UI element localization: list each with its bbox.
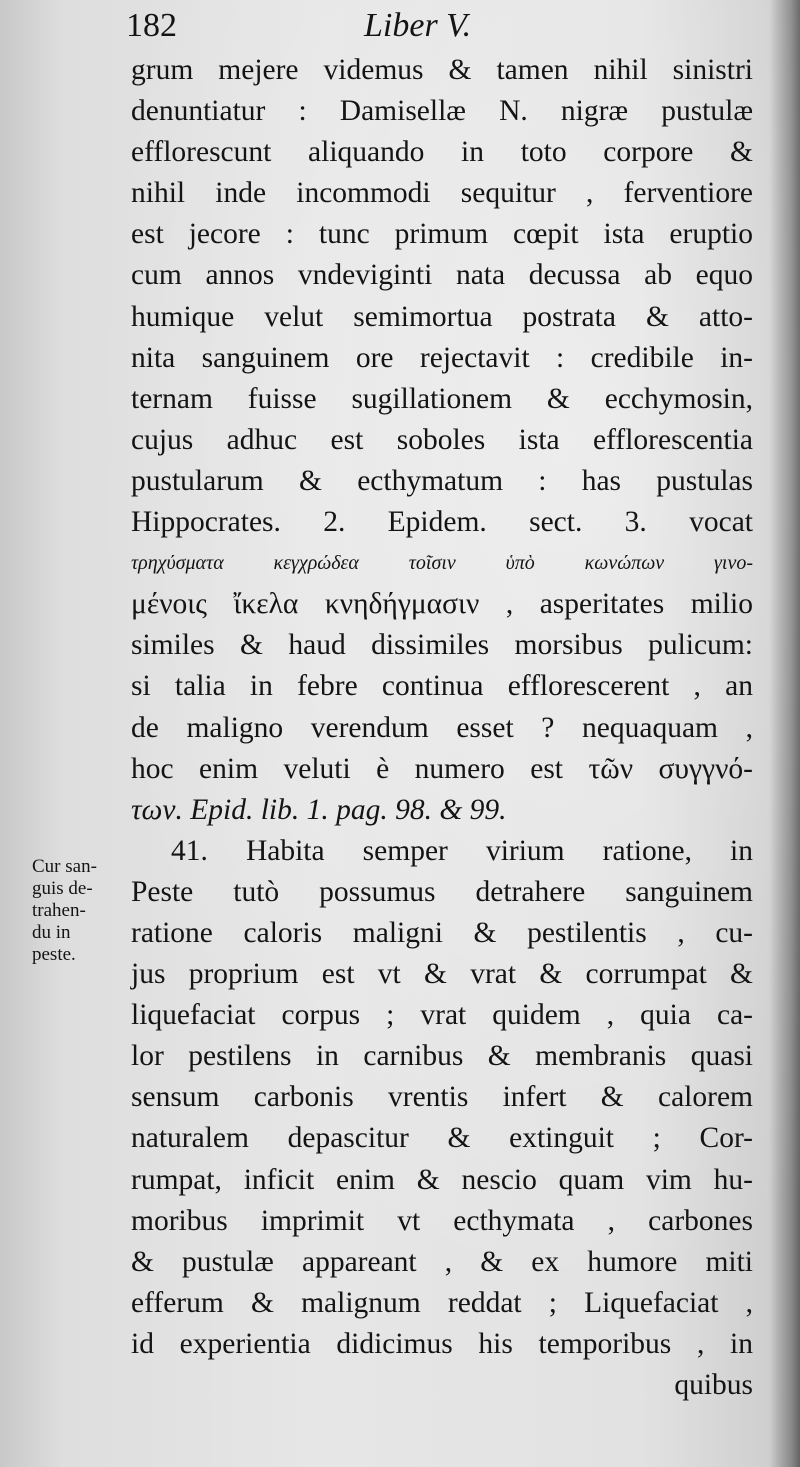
text-line: Peste tutò possumus detrahere sanguinem [131, 875, 753, 908]
text-line: efferum & malignum reddat ; Liquefaciat , [131, 1286, 753, 1319]
text-line: humique velut semimortua postrata & atto- [131, 300, 753, 333]
text-line: grum mejere videmus & tamen nihil sinistri [131, 54, 753, 86]
catchword: quibus [674, 1369, 753, 1401]
text-line: est jecore : tunc primum cœpit ista eruptio [131, 218, 753, 251]
text-line: si talia in febre continua efflorescerent , an [131, 670, 753, 703]
marginal-note-line: peste. [32, 944, 76, 965]
paragraph-start-line: 41. Habita semper virium ratione, in [171, 834, 753, 867]
text-line: denuntiatur : Damisellæ N. nigræ pustulæ [131, 95, 753, 128]
text-line: Hippocrates. 2. Epidem. sect. 3. vocat [131, 506, 753, 539]
marginal-note [32, 856, 126, 966]
page-gutter-shadow [770, 0, 800, 1467]
text-line: pustularum & ecthymatum : has pustulas [131, 464, 753, 497]
greek-text-line: τρηχύσματα κεγχρώδεα τοῖσιν ὑπὸ κωνώπων γινο- [131, 552, 753, 575]
text-line: μένοις ἴκελα κνηδήγμασιν , asperitates milio [131, 588, 753, 621]
text-line: de maligno verendum esset ? nequaquam , [131, 711, 753, 744]
text-line: id experientia didicimus his temporibus , in [131, 1327, 753, 1360]
text-line: sensum carbonis vrentis infert & calorem [131, 1081, 753, 1114]
marginal-note-line: Cur san- [32, 856, 97, 877]
marginal-note-line: guis de- [32, 878, 93, 899]
text-line: nihil inde incommodi sequitur , ferventiore [131, 177, 753, 210]
text-line: lor pestilens in carnibus & membranis quasi [131, 1040, 753, 1073]
text-line: ratione caloris maligni & pestilentis , cu- [131, 916, 753, 949]
marginal-note-line: trahen- [32, 900, 86, 921]
text-line: liquefaciat corpus ; vrat quidem , quia ca- [131, 999, 753, 1032]
body-text [131, 50, 753, 1406]
text-line: moribus imprimit vt ecthymata , carbones [131, 1204, 753, 1237]
text-line: cum annos vndeviginti nata decussa ab equo [131, 259, 753, 292]
text-line: similes & haud dissimiles morsibus pulicum: [131, 629, 753, 662]
page-number: 182 [126, 7, 177, 44]
text-line: & pustulæ appareant , & ex humore miti [131, 1245, 753, 1278]
text-line: jus proprium est vt & vrat & corrumpat & [131, 958, 753, 991]
marginal-note-line: du in [32, 922, 71, 943]
running-head: Liber V. [364, 7, 472, 44]
text-line: efflorescunt aliquando in toto corpore & [131, 136, 753, 169]
text-line: cujus adhuc est soboles ista efflorescentia [131, 423, 753, 456]
text-line: nita sanguinem ore rejectavit : credibile in- [131, 341, 753, 374]
citation-line: των. Epid. lib. 1. pag. 98. & 99. [131, 793, 507, 826]
text-line: hoc enim veluti è numero est τῶν συγγνό- [131, 752, 753, 785]
text-line: rumpat, inficit enim & nescio quam vim hu- [131, 1163, 753, 1196]
text-line: naturalem depascitur & extinguit ; Cor- [131, 1122, 753, 1155]
page-header [126, 6, 766, 50]
text-line: ternam fuisse sugillationem & ecchymosin, [131, 382, 753, 415]
